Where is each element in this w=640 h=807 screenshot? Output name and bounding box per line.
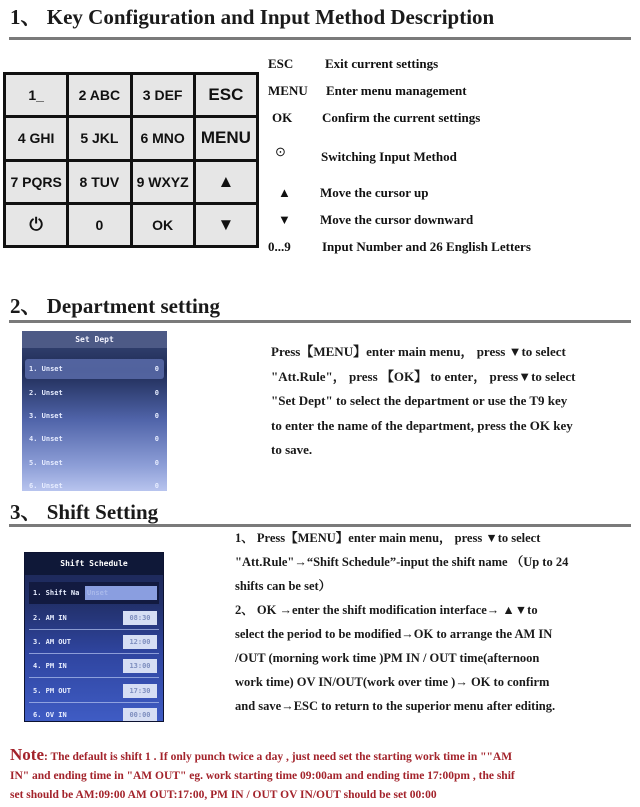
input-method-icon: ⊙	[275, 144, 286, 159]
key-esc: ESC	[196, 75, 256, 115]
shift-value: 12:00	[123, 635, 157, 649]
text-line: 2、 OK →enter the shift modification interface→ ▲▼to	[235, 603, 538, 617]
legend-desc: Exit current settings	[325, 56, 439, 71]
dept-label: 5. Unset	[29, 459, 63, 467]
key-up-arrow-icon: ▲	[196, 162, 256, 202]
set-dept-screen	[22, 331, 167, 491]
shift-label: 3. AM OUT	[33, 638, 71, 646]
key-9-wxyz: 9 WXYZ	[133, 162, 193, 202]
shift-row	[29, 704, 159, 722]
key-ok: OK	[133, 205, 193, 245]
legend-desc: Move the cursor up	[320, 185, 429, 200]
text-line: to save.	[271, 442, 313, 457]
text-line: work time) OV IN/OUT(work over time )→ OK to confirm	[235, 675, 550, 689]
section-title-shift: 3、 Shift Setting	[10, 500, 159, 524]
key-0: 0	[69, 205, 129, 245]
shift-label: 4. PM IN	[33, 662, 67, 670]
section-divider	[9, 37, 631, 40]
dept-row	[25, 406, 164, 426]
dept-value: 0	[154, 389, 159, 397]
shift-instructions	[235, 526, 568, 718]
note-text: : The default is shift 1 . If only punch twice a day , just need set the starting work time in ""AM	[43, 751, 513, 763]
dept-value: 0	[154, 482, 159, 490]
text-line: select the period to be modified→OK to arrange the AM IN	[235, 627, 553, 641]
legend-key: OK	[272, 110, 293, 125]
dept-row	[25, 359, 164, 379]
key-down-arrow-icon: ▼	[196, 205, 256, 245]
legend-key: MENU	[268, 83, 308, 98]
dept-label: 2. Unset	[29, 389, 63, 397]
shift-value: Unset	[85, 586, 157, 600]
shift-row	[29, 631, 159, 654]
key-6-mno: 6 MNO	[133, 118, 193, 158]
dept-label: 4. Unset	[29, 435, 63, 443]
shift-label: 1. Shift Na	[33, 589, 80, 597]
key-5-jkl: 5 JKL	[69, 118, 129, 158]
keypad-diagram	[3, 72, 259, 248]
note-text: IN" and ending time in "AM OUT" eg. work starting time 09:00am and ending time 17:00pm , the shif	[10, 770, 515, 782]
legend-key: 0...9	[268, 239, 291, 254]
dept-row	[25, 476, 164, 491]
shift-row	[29, 655, 159, 678]
text-line: /OUT (morning work time )PM IN / OUT time(afternoon	[235, 651, 540, 665]
dept-value: 0	[154, 412, 159, 420]
note-text: set should be AM:09:00 AM OUT:17:00, PM IN / OUT OV IN/OUT should be set 00:00	[10, 789, 437, 801]
shift-schedule-screen	[24, 552, 164, 722]
text-line: to enter the name of the department, press the OK key	[271, 417, 573, 433]
key-menu: MENU	[196, 118, 256, 158]
text-line: "Att.Rule"→“Shift Schedule”-input the shift name （Up to 24	[235, 555, 569, 569]
text-line: Press【MENU】enter main menu， press ▼to select	[271, 344, 566, 359]
text-line: "Set Dept" to select the department or use the T9 key	[271, 393, 568, 408]
key-2-abc: 2 ABC	[69, 75, 129, 115]
shift-value: 17:30	[123, 684, 157, 698]
text-line: and save→ESC to return to the superior menu after editing.	[235, 699, 556, 713]
dept-label: 1. Unset	[29, 365, 63, 373]
legend-desc: Enter menu management	[326, 83, 467, 98]
note-label: Note	[10, 745, 44, 764]
dept-value: 0	[154, 459, 159, 467]
shift-value: 13:00	[123, 659, 157, 673]
screen-title: Set Dept	[22, 331, 167, 348]
down-arrow-icon: ▼	[278, 212, 291, 227]
section-title-key-config: 1、 Key Configuration and Input Method Description	[10, 5, 495, 29]
key-3-def: 3 DEF	[133, 75, 193, 115]
legend-desc: Move the cursor downward	[320, 212, 474, 227]
section-title-department: 2、 Department setting	[10, 294, 220, 318]
shift-row	[29, 680, 159, 703]
shift-row	[29, 582, 159, 604]
shift-label: 5. PM OUT	[33, 687, 71, 695]
key-4-ghi: 4 GHI	[6, 118, 66, 158]
key-7-pqrs: 7 PQRS	[6, 162, 66, 202]
screen-title: Shift Schedule	[25, 553, 163, 575]
text-line	[10, 745, 635, 767]
text-line: "Att.Rule"， press 【OK】 to enter， press▼to select	[271, 368, 576, 384]
key-8-tuv: 8 TUV	[69, 162, 129, 202]
shift-row	[29, 607, 159, 630]
legend-desc: Confirm the current settings	[322, 110, 481, 125]
dept-row	[25, 429, 164, 449]
text-line: shifts can be set）	[235, 579, 332, 593]
shift-label: 2. AM IN	[33, 614, 67, 622]
key-1: 1_	[6, 75, 66, 115]
note-block	[10, 745, 635, 805]
dept-row	[25, 383, 164, 403]
department-instructions	[271, 340, 575, 463]
shift-label: 6. OV IN	[33, 711, 67, 719]
legend-desc: Input Number and 26 English Letters	[322, 239, 531, 254]
shift-value: 00:00	[123, 708, 157, 722]
dept-value: 0	[154, 365, 159, 373]
dept-label: 3. Unset	[29, 412, 63, 420]
dept-row	[25, 453, 164, 473]
up-arrow-icon: ▲	[278, 185, 291, 200]
shift-value: 08:30	[123, 611, 157, 625]
legend-desc: Switching Input Method	[321, 149, 457, 164]
section-divider	[9, 320, 631, 323]
dept-label: 6. Unset	[29, 482, 63, 490]
legend-key: ESC	[268, 56, 294, 71]
dept-value: 0	[154, 435, 159, 443]
key-power-icon: ⏻	[6, 205, 66, 245]
text-line: 1、 Press【MENU】enter main menu， press ▼to select	[235, 531, 541, 545]
